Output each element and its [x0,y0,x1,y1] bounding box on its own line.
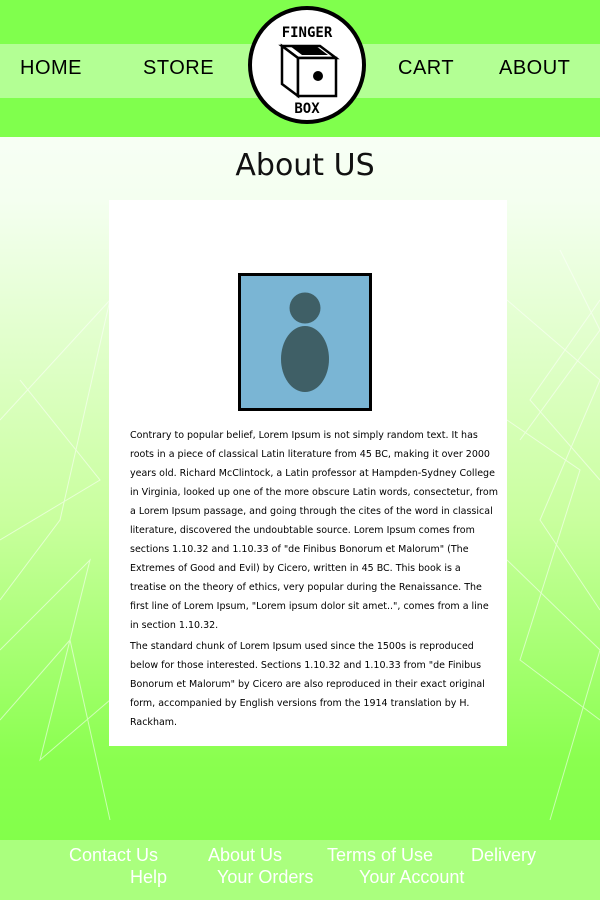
footer-account-link[interactable]: Your Account [359,867,465,887]
logo-bottom-text: BOX [294,101,320,117]
nav-about-link[interactable]: ABOUT [499,57,571,79]
person-icon [241,276,369,408]
footer [0,840,600,900]
logo[interactable] [248,6,366,124]
page-title: About US [235,148,375,183]
finger-box-logo-icon [252,10,362,120]
footer-orders-link[interactable]: Your Orders [217,867,314,887]
footer-help-link[interactable]: Help [130,867,168,887]
footer-delivery-link[interactable]: Delivery [471,845,537,865]
about-content-card [109,200,507,746]
nav-home-link[interactable]: HOME [20,57,82,79]
footer-contact-link[interactable]: Contact Us [69,845,159,865]
nav-cart-link[interactable]: CART [398,57,455,79]
about-paragraph-2: The standard chunk of Lorem Ipsum used since the 1500s is reproduced below for those interested. Sections 1.10.32 and 1.10.33 from "de Finibus Bonorum et Malorum" by Cicero are also reproduced in their exact original form, accompanied by English versions from the 1914 translation by H. Rackham. [130,641,485,728]
footer-about-link[interactable]: About Us [208,845,283,865]
nav-store-link[interactable]: STORE [143,57,215,79]
about-paragraph-1: Contrary to popular belief, Lorem Ipsum is not simply random text. It has roots in a piece of classical Latin literature from 45 BC, making it over 2000 years old. Richard McClintock, a Latin professor at Hampden-Sydney College in Virginia, looked up one of the more obscure Latin words, consectetur, from a Lorem Ipsum passage, and going through the cites of the word in classical literature, discovered the undoubtable source. Lorem Ipsum comes from sections 1.10.32 and 1.10.33 of "de Finibus Bonorum et Malorum" (The Extremes of Good and Evil) by Cicero, written in 45 BC. This book is a treatise on the theory of ethics, very popular during the Renaissance. The first line of Lorem Ipsum, "Lorem ipsum dolor sit amet..", comes from a line in section 1.10.32. [130,430,498,631]
logo-top-text: FINGER [281,25,333,41]
avatar [238,273,372,411]
footer-terms-link[interactable]: Terms of Use [327,845,434,865]
